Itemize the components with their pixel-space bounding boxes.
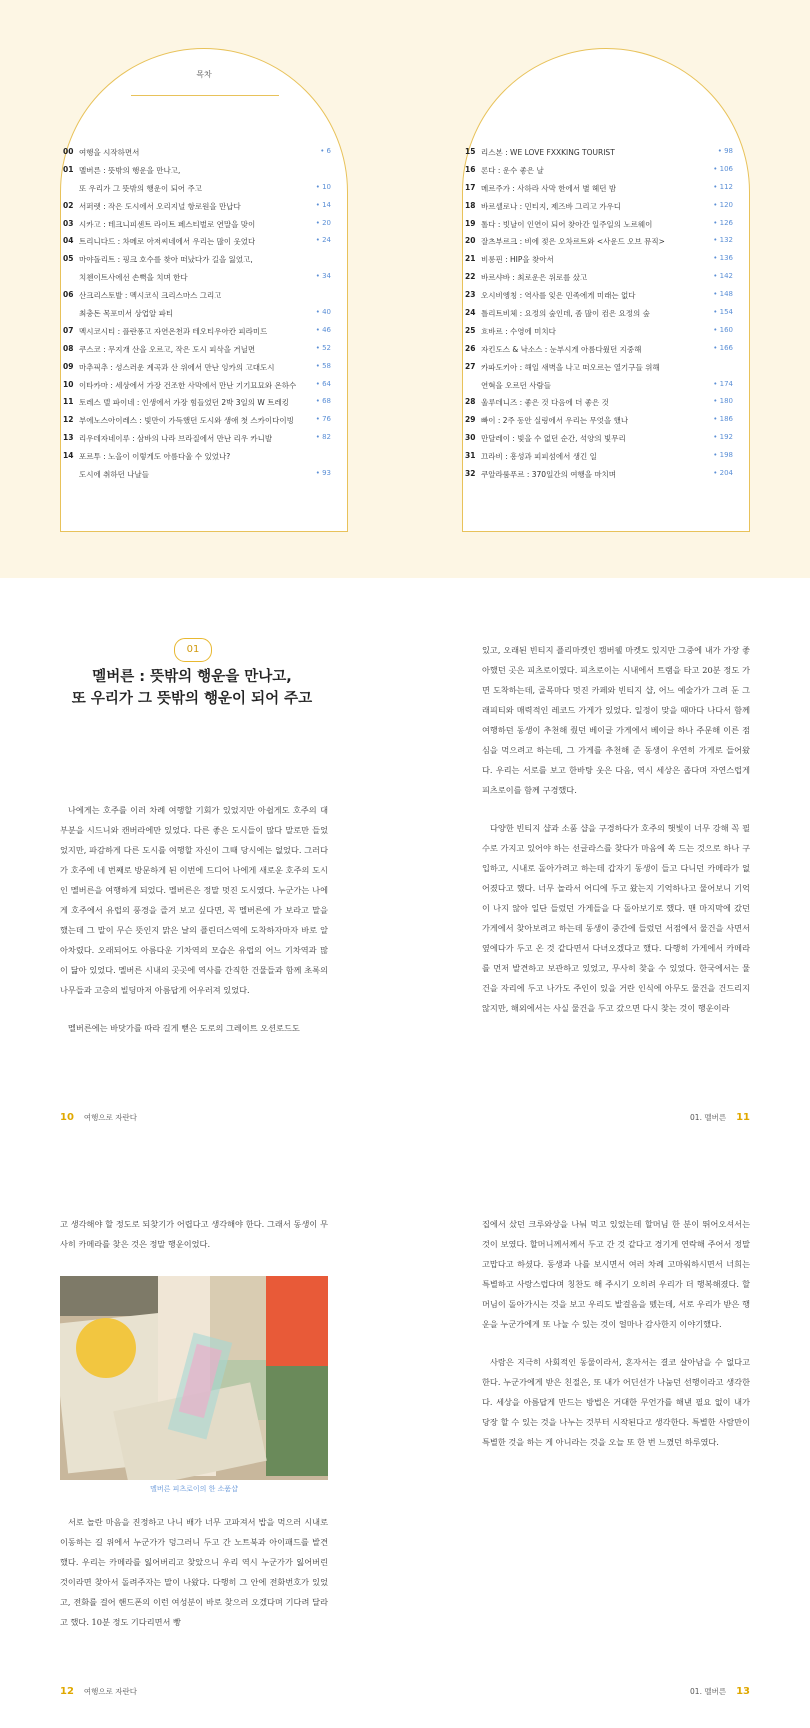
toc-chapter-title: 만달레이 : 빛을 수 없던 순간, 석양의 빛무리 [481,434,626,444]
toc-row [463,342,735,360]
page10-body [60,800,328,1056]
page11-body [482,640,750,1036]
toc-chapter-title: 최충돈 목포미서 상업알 파티 [79,309,174,319]
toc-chapter-number: 14 [63,451,74,461]
toc-chapter-title: 자킨도스 & 낙소스 : 눈부시게 아름다웠던 지중해 [481,344,642,354]
toc-page-number: • 14 [315,200,331,209]
toc-row [61,378,333,396]
toc-chapter-number: 18 [465,200,476,210]
toc-chapter-number: 15 [465,147,476,156]
toc-chapter-number: 01 [63,164,74,174]
toc-chapter-title: 산크리스토발 : 멕시코식 크리스마스 그리고 [79,291,222,301]
toc-chapter-number: 29 [465,415,476,425]
toc-chapter-title: 리우데자네이루 : 삼바의 나라 브라질에서 만난 리우 카니발 [79,434,273,444]
toc-row [463,163,735,181]
chapter-title-line1: 멜버른 : 뜻밖의 행운을 만나고, [92,669,292,685]
page11-folio [690,1112,750,1123]
toc-chapter-number: 27 [465,361,476,371]
toc-row [61,306,333,324]
running-title: 여행으로 자란다 [83,1687,138,1696]
page13-body [482,1214,750,1470]
toc-row [61,449,333,467]
toc-row [463,324,735,342]
toc-chapter-number: 19 [465,218,476,228]
page13-paragraph: 사람은 지극히 사회적인 동물이라서, 혼자서는 결코 살아남을 수 없다고 한다. 누군가에게 받은 친절은, 또 내가 어딘선가 나눔던 선행이라고 생각한다. 세상을 아름답게 만드는 방법은 거대한 무언가를 해낸 필요 없이 내가 당장 할 수 있는 것을 나누는 것부터 시작된다고 생각한다. 특별한 사람만이 특별한 것을 하는 게 아니라는 것을 오늘 또 한 번 느꼈던 하루였다. [482,1357,750,1447]
toc-row [463,449,735,467]
toc-chapter-title: 바르샤바 : 최로운은 위로를 샀고 [481,273,588,283]
page12-paragraph: 서로 놀란 마음을 진정하고 나니 배가 너무 고파져서 밥을 먹으러 시내로 이동하는 길 위에서 누군가가 덩그러니 두고 간 노트북과 아이패드를 발견했다. 우리는 카메라를 잃어버리고 찾았으니 우리 역시 누군가가 잃어버린 것이라면 찾아서 돌려주자는 말이 나왔다. 다행히 그 안에 전화번호가 있었고, 전화를 걸어 핸드폰의 이런 여성분이 바로 찾으러 오겠다며 기다려 달라고 했다. 10분 정도 기다리면서 빵 [60,1517,328,1627]
page-number: 10 [60,1112,74,1123]
toc-chapter-title: 론다 : 운수 좋은 날 [481,165,544,175]
toc-chapter-title: 연혁을 오르던 사람들 [481,380,551,390]
running-title: 01. 멜버른 [690,1687,727,1696]
toc-chapter-number: 20 [465,236,476,246]
toc-page-number: • 93 [315,469,331,478]
toc-row [463,413,735,431]
toc-row [61,395,333,413]
toc-chapter-number: 22 [465,272,476,282]
page11-paragraph: 있고, 오래된 빈티지 플리마켓인 캠버웰 마켓도 있지만 그중에 내가 가장 좋아했던 곳은 피츠로이였다. 피츠로이는 시내에서 트램을 타고 20분 정도 가면 도착하는데, 골목마다 멋진 카페와 빈티지 샵, 어느 예술가가 그려 둔 그래피티와 매력적인 레코드 가게가 있었다. 일정이 맞을 때마다 나다서 함께 여행하던 동생이 추천해 줬던 베이글 가게에서 베이글 하나 주문해 이른 점심을 먹으려고 하는데, 그 가게를 추천해 준 동생이 우연히 가게로 들어왔다. 우리는 서로를 보고 한바탕 웃은 다음, 역시 세상은 좁다며 자연스럽게 피츠로이를 함께 구경했다. [482,645,750,795]
toc-chapter-number: 04 [63,236,74,246]
toc-page-number: • 136 [713,254,733,263]
shop-photo-illustration [60,1276,328,1480]
toc-chapter-number: 06 [63,290,74,300]
toc-page-number: • 20 [315,218,331,227]
toc-row [61,252,333,270]
toc-row [463,217,735,235]
toc-chapter-number: 26 [465,343,476,353]
page10-folio [60,1112,137,1123]
page10-paragraph: 멜버른에는 바닷가를 따라 길게 뻗은 도로의 그레이트 오션로드도 [68,1023,300,1033]
toc-row [61,163,333,181]
toc-row [463,378,735,396]
toc-chapter-number: 31 [465,451,476,461]
toc-divider [131,95,279,96]
toc-row [463,288,735,306]
toc-page-number: • 154 [713,308,733,317]
page12-body-bottom [60,1512,328,1650]
toc-chapter-title: 토레스 델 파이네 : 인생에서 가장 힘들었던 2박 3일의 W 트레킹 [79,398,289,408]
toc-chapter-title: 여행을 시작하면서 [79,148,140,157]
toc-page-number: • 10 [315,182,331,191]
toc-row [61,413,333,431]
toc-chapter-number: 09 [63,361,74,371]
toc-row [463,252,735,270]
toc-chapter-number: 13 [63,433,74,443]
toc-page-number: • 58 [315,361,331,370]
toc-chapter-number: 16 [465,164,476,174]
page13-folio [690,1686,750,1697]
toc-chapter-title: 트리니다드 : 차메로 아저씨네에서 우리는 많이 웃었다 [79,237,256,247]
toc-page-number: • 24 [315,236,331,245]
toc-row [61,181,333,199]
page10-paragraph: 나에게는 호주를 이러 차례 여행할 기회가 있었지만 아쉽게도 호주의 대부분을 시드니와 캔버라에만 있었다. 다른 좋은 도시들이 많다 말로만 들었었지만, 파감하게 다른 도시를 여행할 자신이 그때 당시에는 없었다. 그러다가 호주에 네 번째로 방문하게 된 이번에 드디어 나에게 새로운 호주의 도시인 멜버른을 여행하게 되었다. 멜버른은 정말 멋진 도시였다. 누군가는 나에게 호주에서 유럽의 풍경을 즐겨 보고 싶다면, 꼭 멜버른에 가 보라고 말을 했는데 그 말이 무슨 뜻인지 맑은 날의 플린더스역에 도착하자마자 바로 알아차렸다. 오래되어도 아름다운 기차역의 모습은 유럽의 어느 기차역과 많이 닮아 있었다. 멜버른 시내의 곳곳에 역사를 간직한 건물들과 함께 초록의 나무들과 고층의 빌딩마저 아름답게 어우러져 있었다. [60,805,328,995]
photo-caption: 멜버른 피츠로이의 한 소품샵 [150,1485,238,1493]
toc-page-number: • 198 [713,451,733,460]
chapter-title-line2: 또 우리가 그 뜻밖의 행운이 되어 주고 [71,691,313,707]
toc-chapter-number: 21 [465,254,476,264]
toc-chapter-number: 03 [63,218,74,228]
toc-chapter-number: 28 [465,397,476,407]
toc-page-number: • 46 [315,325,331,334]
toc-row [61,234,333,252]
toc-page-number: • 40 [315,308,331,317]
toc-chapter-number: 12 [63,415,74,425]
toc-chapter-title: 포르투 : 노을이 이렇게도 아름다울 수 있었나? [79,452,231,462]
toc-chapter-title: 마추픽추 : 성스러운 계곡과 산 위에서 만난 잉카의 고대도시 [79,362,275,372]
toc-row [463,395,735,413]
toc-arch-left [60,48,348,532]
page-number: 13 [736,1686,750,1697]
running-title: 여행으로 자란다 [83,1113,138,1122]
toc-chapter-title: 치첸이트사에선 손뼉을 치며 한다 [79,273,188,283]
toc-page-number: • 64 [315,379,331,388]
toc-page-number: • 126 [713,218,733,227]
page12-folio [60,1686,137,1697]
toc-chapter-number: 32 [465,469,476,479]
toc-chapter-number: 24 [465,308,476,318]
toc-list-right [463,145,749,485]
toc-page-number: • 106 [713,164,733,173]
toc-chapter-title: 쿠스코 : 무지개 산을 오르고, 작은 도시 피삭을 거닐면 [79,344,256,354]
toc-title: 목차 [196,70,212,79]
toc-chapter-title: 오시비엥칭 : 역사를 잊은 민족에게 미래는 없다 [481,291,636,301]
toc-chapter-number: 10 [63,379,74,389]
toc-row [463,234,735,252]
toc-chapter-title: 끄라비 : 흥성과 피피섬에서 생긴 일 [481,452,597,462]
toc-page-number: • 98 [717,147,733,155]
toc-chapter-number: 00 [63,147,74,156]
toc-row [61,217,333,235]
toc-row [61,431,333,449]
toc-page-number: • 34 [315,272,331,281]
toc-chapter-title: 울루데니즈 : 좋은 것 다음에 더 좋은 것 [481,398,609,408]
toc-arch-right [462,48,750,532]
page12-body-top [60,1214,328,1272]
toc-page-number: • 174 [713,379,733,388]
toc-page-number: • 120 [713,200,733,209]
toc-chapter-title: 틀리트비체 : 요정의 숲인데, 좀 많이 컴은 요정의 숲 [481,309,650,319]
chapter-title [60,666,324,710]
toc-row [463,181,735,199]
toc-row [463,306,735,324]
toc-row [61,199,333,217]
toc-row [463,270,735,288]
toc-page-number: • 204 [713,469,733,478]
toc-row [61,360,333,378]
toc-row [463,431,735,449]
toc-page-number: • 112 [713,182,733,191]
toc-chapter-title: 잘츠부르크 : 비에 젖은 오차르트와 <사운드 오브 뮤직> [481,237,665,247]
toc-chapter-number: 17 [465,182,476,192]
toc-chapter-title: 마야돌리트 : 핑크 호수를 찾아 떠났다가 길을 잃었고, [79,255,253,265]
toc-chapter-number: 02 [63,200,74,210]
page-number: 12 [60,1686,74,1697]
toc-chapter-title: 톨다 : 빗날이 인연이 되어 찾아간 일주일의 노르웨이 [481,219,653,229]
toc-list-left [61,145,347,485]
toc-row [463,360,735,378]
toc-row [61,324,333,342]
toc-chapter-title: 부에노스아이레스 : 빛만이 가득했던 도시와 생애 첫 스카이다이빙 [79,416,294,426]
toc-chapter-title: 이타카마 : 세상에서 가장 건조한 사막에서 만난 기기묘묘와 온하수 [79,380,297,390]
toc-page-number: • 68 [315,397,331,406]
toc-row [463,199,735,217]
toc-page-number: • 142 [713,272,733,281]
toc-page-number: • 52 [315,343,331,352]
toc-chapter-title: 비롱핀 : HIP을 찾아서 [481,255,554,265]
toc-page-number: • 192 [713,433,733,442]
running-title: 01. 멜버른 [690,1113,727,1122]
toc-page-number: • 166 [713,343,733,352]
toc-row [61,467,333,485]
toc-chapter-title: 서퍼렛 : 작은 도시에서 오리지널 항로원을 만납다 [79,201,241,211]
toc-row [61,270,333,288]
toc-page-number: • 160 [713,325,733,334]
toc-chapter-number: 11 [63,397,74,407]
toc-page-number: • 76 [315,415,331,424]
toc-chapter-title: 바르셀로나 : 민티지, 제즈바 그리고 가우디 [481,201,621,211]
toc-chapter-title: 쿠알라룸푸르 : 370일간의 여행을 마치며 [481,470,617,480]
toc-chapter-title: 리스본 : WE LOVE FXXKING TOURIST [481,148,615,157]
toc-row [463,467,735,485]
toc-row [61,342,333,360]
toc-chapter-title: 도시에 취하던 나날들 [79,470,149,480]
shop-photo [60,1276,328,1480]
toc-page-number: • 148 [713,290,733,299]
toc-chapter-number: 25 [465,325,476,335]
toc-chapter-number: 05 [63,254,74,264]
toc-page-number: • 82 [315,433,331,442]
toc-chapter-number: 08 [63,343,74,353]
toc-chapter-title: 빠이 : 2주 동안 실링에서 우리는 무엇을 했나 [481,416,629,426]
toc-chapter-number: 23 [465,290,476,300]
toc-page-number: • 180 [713,397,733,406]
toc-chapter-title: 메르주가 : 사하라 사막 한에서 별 헤던 밤 [481,183,617,193]
page11-paragraph: 다양한 빈티지 샵과 소품 샵을 구경하다가 호주의 햇빛이 너무 강해 꼭 필수로 가지고 있어야 하는 선글라스를 찾다가 마음에 쏙 드는 것으로 하나 구입하고, 시내로 돌아가려고 하는데 갑자기 동생이 들고 다니던 카메라가 없어졌다고 했다. 너무 놀라서 어디에 두고 왔는지 기억하나고 물어보니 기억이 나지 않아 일단 들렀던 가게들을 다 돌아보기로 했다. 맨 마지막에 갔던 가게에서 찾아보려고 하는데 동생이 중간에 들렀던 서점에서 물건을 사면서 옆에다가 두고 온 것 같다면서 다녀오겠다고 했다. 다행히 가게에서 카메라를 먼저 발견하고 보관하고 있었고, 무사히 찾을 수 있었다. 한국에서는 물건을 자리에 두고 나가도 주인이 있을 거란 인식에 아무도 물건을 건드리지 않지만, 해외에서는 사실 물건을 두고 갔으면 다시 찾는 것이 행운이라 [482,823,750,1013]
toc-chapter-title: 또 우리가 그 뜻밖의 행운이 되어 주고 [79,183,202,193]
toc-chapter-title: 시카고 : 테크니피센트 라이트 페스티벌로 연말을 맞이 [79,219,256,229]
toc-chapter-number: 30 [465,433,476,443]
toc-row [61,288,333,306]
toc-row [463,145,735,163]
toc-chapter-title: 멕시코시티 : 플란퐁고 자연온천과 테오티우아칸 피라미드 [79,326,268,336]
toc-page-number: • 186 [713,415,733,424]
toc-section [0,0,810,578]
page-number: 11 [736,1112,750,1123]
toc-chapter-title: 카파도키아 : 해일 새벽을 나고 떠오르는 열기구들 위해 [481,362,660,372]
toc-chapter-number: 07 [63,325,74,335]
chapter-badge: 01 [174,638,212,662]
page12-paragraph: 고 생각해야 할 정도로 되찾기가 어렵다고 생각해야 한다. 그래서 동생이 무사히 카메라를 찾은 것은 정말 행운이었다. [60,1219,328,1249]
toc-chapter-title: 흐바르 : 수영에 미치다 [481,326,556,336]
toc-page-number: • 132 [713,236,733,245]
toc-row [61,145,333,163]
page13-paragraph: 집에서 샀던 크루와상을 나눠 먹고 있었는데 할머님 한 분이 뛰어오셔서는 것이 보였다. 할머니께서께서 두고 간 것 같다고 경기게 연락해 주어서 정말 고맙다고 하셨다. 동생과 나를 보시면서 여러 차례 고마워하시면서 너희는 특별하고 사랑스럽다며 칭찬도 해 주시기 오히려 우리가 더 행복해졌다. 할머님이 돌아가시는 것을 보고 우리도 발걸음을 뗐는데, 서로 우리가 받은 행운을 누군가에게 또 나눌 수 있는 것이 얼마나 감사한지 이야기했다. [482,1219,750,1329]
toc-page-number: • 6 [320,147,331,155]
toc-chapter-title: 멜버른 : 뜻밖의 행운을 만나고, [79,165,181,175]
